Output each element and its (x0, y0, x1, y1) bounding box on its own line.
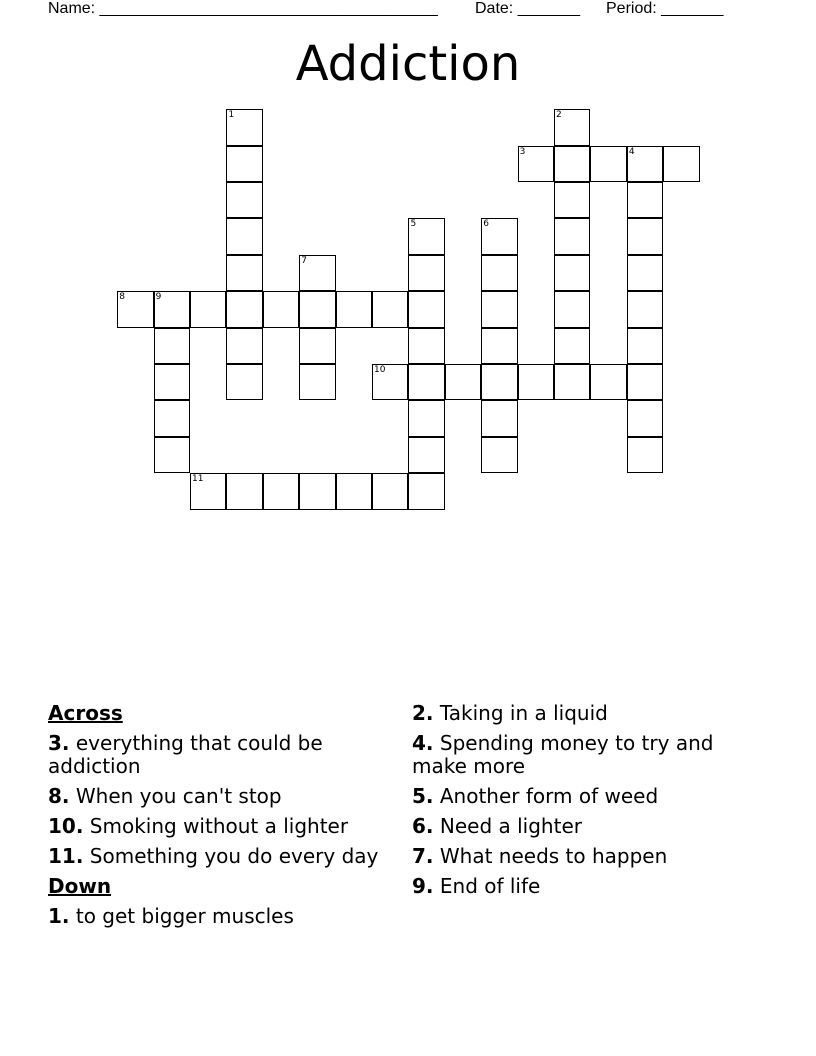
grid-cell[interactable] (627, 437, 663, 473)
grid-cell[interactable] (408, 437, 444, 473)
grid-cell[interactable] (590, 146, 626, 182)
grid-cell[interactable] (154, 364, 190, 400)
clue-across-10: 10. Smoking without a lighter (48, 814, 349, 838)
grid-cell[interactable] (481, 255, 517, 291)
grid-cell[interactable] (481, 291, 517, 327)
clue-number: 3 (519, 146, 526, 157)
clues-right-column (412, 702, 772, 905)
clue-number: 9 (155, 292, 162, 303)
clue-down-1: 1. to get bigger muscles (48, 904, 294, 928)
puzzle-title: Addiction (295, 36, 521, 92)
grid-cell[interactable] (481, 328, 517, 364)
grid-cell[interactable] (263, 291, 299, 327)
period-field: Period: _______ (606, 0, 724, 17)
grid-cell[interactable] (226, 109, 262, 145)
name-field: Name: ______________________________________ (48, 0, 438, 17)
grid-cell[interactable] (190, 291, 226, 327)
grid-cell[interactable] (336, 473, 372, 509)
clue-number: 4 (628, 146, 635, 157)
grid-cell[interactable] (445, 364, 481, 400)
grid-cell[interactable] (154, 400, 190, 436)
grid-cell[interactable] (554, 109, 590, 145)
grid-cell[interactable] (190, 473, 226, 509)
grid-cell[interactable] (299, 255, 335, 291)
grid-cell[interactable] (408, 328, 444, 364)
grid-cell[interactable] (627, 291, 663, 327)
grid-cell[interactable] (627, 364, 663, 400)
clue-down-5: 5. Another form of weed (412, 784, 659, 808)
grid-cell[interactable] (299, 473, 335, 509)
grid-cell[interactable] (226, 255, 262, 291)
grid-cell[interactable] (372, 473, 408, 509)
grid-cell[interactable] (263, 473, 299, 509)
grid-cell[interactable] (663, 146, 699, 182)
clue-down-7: 7. What needs to happen (412, 844, 668, 868)
clue-down-6: 6. Need a lighter (412, 814, 582, 838)
grid-cell[interactable] (590, 364, 626, 400)
grid-cell[interactable] (554, 182, 590, 218)
grid-cell[interactable] (627, 146, 663, 182)
grid-cell[interactable] (226, 182, 262, 218)
grid-cell[interactable] (154, 328, 190, 364)
grid-cell[interactable] (154, 291, 190, 327)
grid-cell[interactable] (481, 218, 517, 254)
grid-cell[interactable] (408, 364, 444, 400)
grid-cell[interactable] (226, 291, 262, 327)
grid-cell[interactable] (554, 328, 590, 364)
clue-across-11: 11. Something you do every day (48, 844, 379, 868)
grid-cell[interactable] (154, 437, 190, 473)
grid-cell[interactable] (372, 291, 408, 327)
grid-cell[interactable] (299, 364, 335, 400)
grid-cell[interactable] (554, 364, 590, 400)
clue-number: 10 (374, 365, 386, 376)
clue-across-8: 8. When you can't stop (48, 784, 282, 808)
down-heading: Down (48, 874, 112, 898)
clue-number: 6 (483, 219, 489, 230)
grid-cell[interactable] (627, 400, 663, 436)
grid-cell[interactable] (518, 364, 554, 400)
clue-number: 8 (119, 292, 125, 303)
grid-cell[interactable] (299, 328, 335, 364)
across-heading: Across (48, 701, 123, 725)
grid-cell[interactable] (627, 328, 663, 364)
clue-number: 7 (301, 255, 307, 266)
grid-cell[interactable] (408, 473, 444, 509)
grid-cell[interactable] (299, 291, 335, 327)
grid-cell[interactable] (408, 218, 444, 254)
grid-cell[interactable] (408, 400, 444, 436)
grid-cell[interactable] (554, 255, 590, 291)
grid-cell[interactable] (226, 218, 262, 254)
clue-number: 11 (192, 474, 204, 485)
clue-number: 5 (410, 219, 417, 230)
clue-down-4: 4. Spending money to try and make more (412, 731, 714, 778)
grid-cell[interactable] (226, 328, 262, 364)
clue-across-3: 3. everything that could be addiction (48, 731, 323, 778)
grid-cell[interactable] (408, 291, 444, 327)
grid-cell[interactable] (481, 400, 517, 436)
grid-cell[interactable] (554, 291, 590, 327)
clue-number: 1 (228, 110, 235, 121)
grid-cell[interactable] (554, 146, 590, 182)
grid-cell[interactable] (481, 437, 517, 473)
grid-cell[interactable] (336, 291, 372, 327)
grid-cell[interactable] (481, 364, 517, 400)
grid-cell[interactable] (117, 291, 153, 327)
clue-down-9: 9. End of life (412, 874, 541, 898)
grid-cell[interactable] (226, 473, 262, 509)
clues-left-column (48, 702, 388, 935)
grid-cell[interactable] (408, 255, 444, 291)
grid-cell[interactable] (226, 364, 262, 400)
grid-cell[interactable] (627, 218, 663, 254)
clue-number: 2 (556, 110, 562, 121)
grid-cell[interactable] (627, 255, 663, 291)
grid-cell[interactable] (518, 146, 554, 182)
grid-cell[interactable] (226, 146, 262, 182)
clue-down-2: 2. Taking in a liquid (412, 701, 608, 725)
grid-cell[interactable] (627, 182, 663, 218)
grid-cell[interactable] (372, 364, 408, 400)
date-field: Date: _______ (475, 0, 580, 17)
grid-cell[interactable] (554, 218, 590, 254)
